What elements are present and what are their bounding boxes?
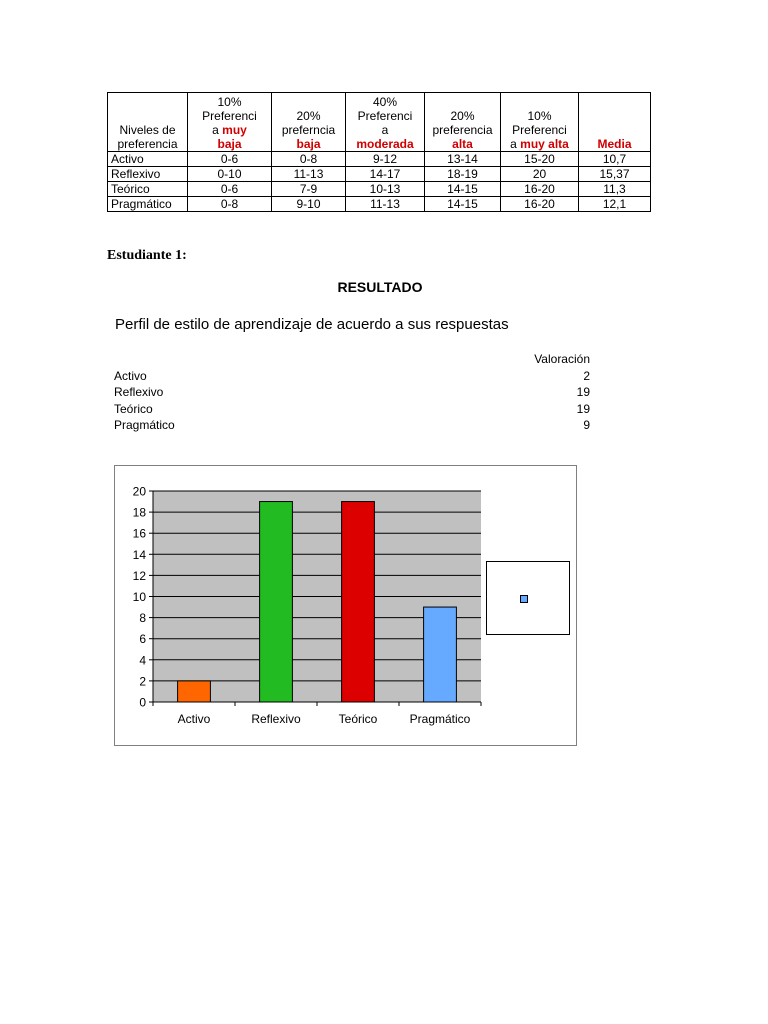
scores-header: Valoración — [534, 352, 590, 366]
x-tick-label: Reflexivo — [251, 712, 301, 726]
bar-chart — [114, 465, 577, 746]
table-cell: 9-12 — [346, 152, 425, 167]
score-value: 19 — [576, 385, 590, 400]
table-cell: Reflexivo — [108, 167, 188, 182]
score-label: Pragmático — [114, 418, 175, 433]
y-tick-label: 2 — [139, 674, 146, 689]
score-label: Activo — [114, 368, 147, 383]
table-header-cell: 10% Preferenci a muy alta — [501, 93, 579, 152]
result-title: RESULTADO — [337, 279, 423, 295]
table-cell: 11-13 — [272, 167, 346, 182]
y-tick-label: 6 — [139, 632, 146, 647]
bar — [342, 502, 375, 702]
table-cell: Activo — [108, 152, 188, 167]
table-header-cell: 10% Preferenci a muy baja — [188, 93, 272, 152]
table-cell: 0-10 — [188, 167, 272, 182]
table-cell: 0-8 — [272, 152, 346, 167]
table-cell: 11-13 — [346, 197, 425, 212]
score-label: Reflexivo — [114, 385, 164, 400]
score-row — [114, 417, 590, 434]
table-cell: Teórico — [108, 182, 188, 197]
table-cell: 13-14 — [425, 152, 501, 167]
table-cell: 18-19 — [425, 167, 501, 182]
table-row — [108, 197, 651, 212]
table-header-cell: 20% preferncia baja — [272, 93, 346, 152]
table-cell: 15,37 — [579, 167, 651, 182]
x-tick-label: Pragmático — [409, 712, 471, 726]
table-cell: 20 — [501, 167, 579, 182]
legend-swatch — [520, 595, 528, 603]
score-value: 2 — [583, 368, 590, 383]
table-header-cell: 40% Preferenci a moderada — [346, 93, 425, 152]
table-cell: 9-10 — [272, 197, 346, 212]
table-header-cell: Media — [579, 93, 651, 152]
table-cell: 16-20 — [501, 182, 579, 197]
table-cell: 11,3 — [579, 182, 651, 197]
score-row — [114, 384, 590, 401]
chart-legend — [486, 561, 570, 635]
bar — [260, 502, 293, 702]
x-tick-label: Teórico — [338, 712, 378, 726]
table-row — [108, 152, 651, 167]
table-cell: 12,1 — [579, 197, 651, 212]
table-cell: 14-17 — [346, 167, 425, 182]
table-row — [108, 182, 651, 197]
preference-levels-table — [107, 92, 651, 212]
table-header-cell: Niveles de preferencia — [108, 93, 188, 152]
table-header-row — [108, 93, 651, 152]
y-tick-label: 18 — [132, 505, 146, 520]
score-row — [114, 401, 590, 418]
profile-text: Perfil de estilo de aprendizaje de acuerdo a sus respuestas — [115, 316, 509, 333]
table-cell: 15-20 — [501, 152, 579, 167]
student-label: Estudiante 1: — [107, 248, 187, 263]
y-tick-label: 10 — [132, 590, 146, 604]
scores-list — [114, 351, 590, 434]
y-tick-label: 0 — [139, 695, 146, 710]
bar — [424, 607, 457, 702]
table-cell: 7-9 — [272, 182, 346, 197]
table-cell: 16-20 — [501, 197, 579, 212]
table-row — [108, 167, 651, 182]
table-cell: Pragmático — [108, 197, 188, 212]
table-cell: 0-8 — [188, 197, 272, 212]
x-tick-label: Activo — [177, 712, 211, 726]
table-cell: 0-6 — [188, 152, 272, 167]
table-cell: 10,7 — [579, 152, 651, 167]
table-cell: 14-15 — [425, 197, 501, 212]
table-header-cell: 20% preferencia alta — [425, 93, 501, 152]
table-cell: 0-6 — [188, 182, 272, 197]
y-tick-label: 8 — [139, 611, 146, 626]
y-tick-label: 20 — [132, 484, 146, 499]
table-body — [108, 152, 651, 212]
y-tick-label: 16 — [132, 526, 146, 541]
table-cell: 14-15 — [425, 182, 501, 197]
y-tick-label: 12 — [132, 568, 146, 583]
score-value: 19 — [576, 401, 590, 416]
table-cell: 10-13 — [346, 182, 425, 197]
score-value: 9 — [583, 418, 590, 433]
score-row — [114, 368, 590, 385]
score-label: Teórico — [114, 401, 153, 416]
y-tick-label: 4 — [139, 653, 146, 668]
bar — [178, 681, 211, 702]
y-tick-label: 14 — [132, 547, 146, 562]
